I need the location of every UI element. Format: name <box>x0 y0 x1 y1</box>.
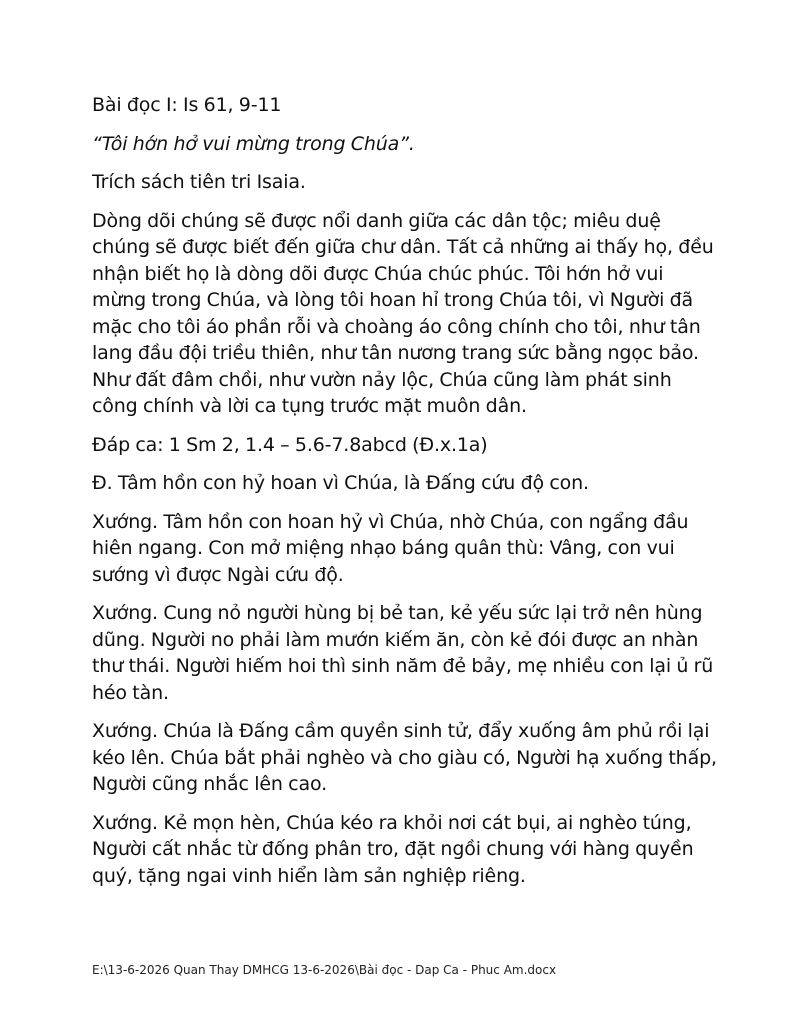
psalm-verse-4: Xướng. Kẻ mọn hèn, Chúa kéo ra khỏi nơi cát bụi, ai nghèo túng, Người cất nhắc từ đống phân tro, đặt ngồi chung với hàng quyền quý, tặng ngai vinh hiển làm sản nghiệp riêng. <box>92 811 694 887</box>
psalm-verse-3: Xướng. Chúa là Đấng cầm quyền sinh tử, đẩy xuống âm phủ rồi lại kéo lên. Chúa bắt phải nghèo và cho giàu có, Người hạ xuống thấp, Người cũng nhắc lên cao. <box>92 720 717 795</box>
psalm-verse-2: Xướng. Cung nỏ người hùng bị bẻ tan, kẻ yếu sức lại trở nên hùng dũng. Người no phải làm mướn kiếm ăn, còn kẻ đói được an nhàn thư thái. Người hiếm hoi thì sinh năm đẻ bảy, mẹ nhiều con lại ủ rũ héo tàn. <box>92 602 714 704</box>
reading-source: Trích sách tiên tri Isaia. <box>92 171 306 193</box>
psalm-verse-1: Xướng. Tâm hồn con hoan hỷ vì Chúa, nhờ Chúa, con ngẩng đầu hiên ngang. Con mở miệng nhạo báng quân thù: Vâng, con vui sướng vì được Ngài cứu độ. <box>92 510 689 586</box>
psalm-title: Đáp ca: 1 Sm 2, 1.4 – 5.6-7.8abcd (Đ.x.1a) <box>92 433 488 456</box>
psalm-response: Đ. Tâm hồn con hỷ hoan vì Chúa, là Đấng cứu độ con. <box>92 472 589 494</box>
reading-title: Bài đọc I: Is 61, 9-11 <box>92 94 282 116</box>
reading-body: Dòng dõi chúng sẽ được nổi danh giữa các dân tộc; miêu duệ chúng sẽ được biết đến giữa chư dân. Tất cả những ai thấy họ, đều nhận biết họ là dòng dõi được Chúa chúc phúc. Tôi hớn hở vui mừng trong Chúa, và lòng tôi hoan hỉ trong Chúa tôi, vì Người đã mặc cho tôi áo phần rỗi và choàng áo công chính cho tôi, như tân lang đầu đội triều thiên, như tân nương trang sức bằng ngọc bảo. Như đất đâm chồi, như vườn nảy lộc, Chúa cũng làm phát sinh công chính và lời ca tụng trước mặt muôn dân. <box>92 209 714 417</box>
file-path-footer: E:\13-6-2026 Quan Thay DMHCG 13-6-2026\Bài đọc - Dap Ca - Phuc Am.docx <box>92 963 557 977</box>
reading-quote: “Tôi hớn hở vui mừng trong Chúa”. <box>92 132 415 155</box>
document-body <box>92 92 722 901</box>
